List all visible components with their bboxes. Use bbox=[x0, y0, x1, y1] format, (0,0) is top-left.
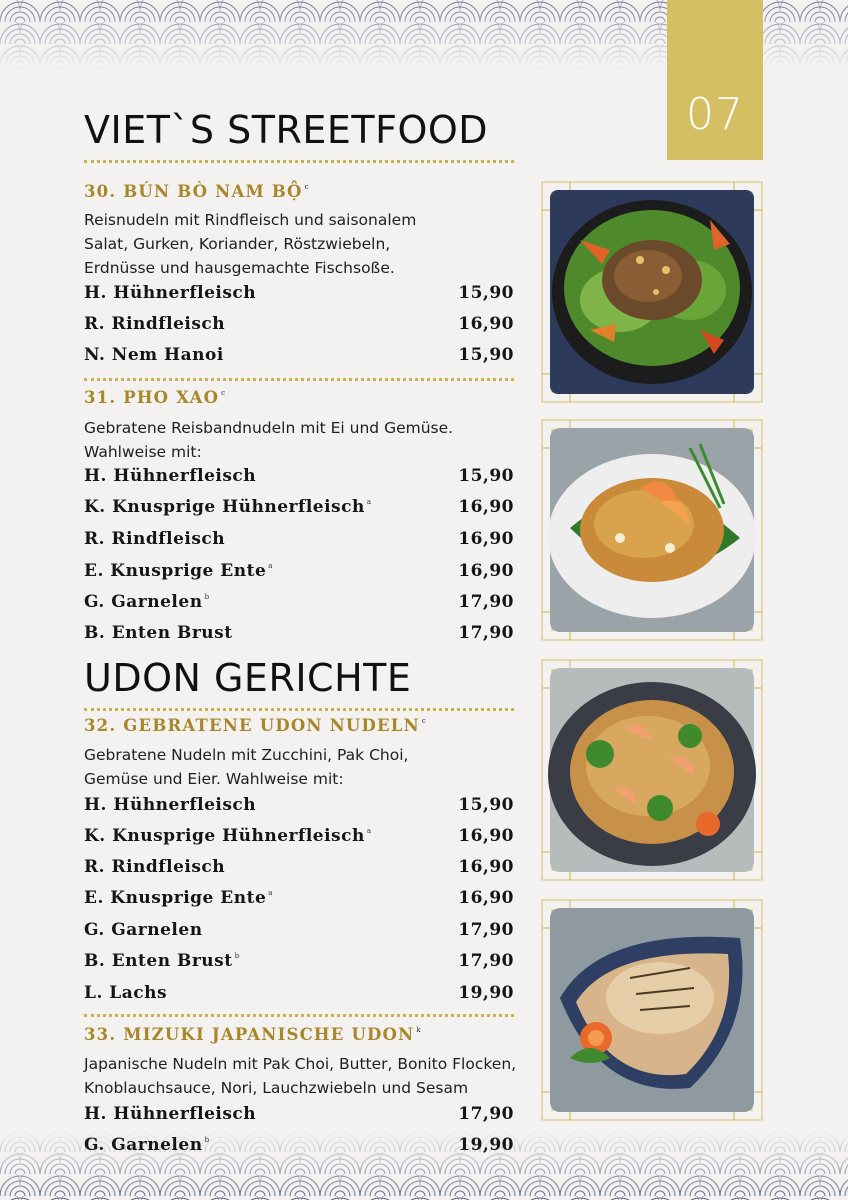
menu-option: H. Hühnerfleisch 15,90 bbox=[84, 795, 514, 815]
stir-fried-rice-noodles-photo bbox=[540, 418, 764, 642]
fried-udon-shrimp-photo bbox=[540, 658, 764, 882]
dish-divider bbox=[84, 1014, 514, 1017]
menu-option: E. Knusprige Ente $^a$ 16,90 bbox=[84, 888, 514, 908]
dish-title-32: 32. GEBRATENE UDON NUDELN $^c$ bbox=[84, 716, 426, 735]
menu-option: B. Enten Brust $^b$ 17,90 bbox=[84, 951, 514, 971]
menu-option: L. Lachs 19,90 bbox=[84, 983, 514, 1003]
menu-option: B. Enten Brust 17,90 bbox=[84, 623, 514, 643]
dish-divider bbox=[84, 378, 514, 381]
beef-noodle-salad-photo bbox=[540, 180, 764, 404]
menu-option: E. Knusprige Ente $^a$ 16,90 bbox=[84, 561, 514, 581]
menu-option: N. Nem Hanoi 15,90 bbox=[84, 345, 514, 365]
menu-option: R. Rindfleisch 16,90 bbox=[84, 529, 514, 549]
dish-description-33: Japanische Nudeln mit Pak Choi, Butter, Bonito Flocken, Knoblauchsauce, Nori, Lauchzwiebeln und Sesam bbox=[84, 1055, 517, 1097]
menu-option: R. Rindfleisch 16,90 bbox=[84, 314, 514, 334]
section-title-udon-gerichte: UDON GERICHTE bbox=[84, 656, 412, 700]
menu-option: H. Hühnerfleisch 15,90 bbox=[84, 283, 514, 303]
dish-description-31: Gebratene Reisbandnudeln mit Ei und Gemüse. Wahlweise mit: bbox=[84, 419, 454, 461]
menu-option: H. Hühnerfleisch 17,90 bbox=[84, 1104, 514, 1124]
menu-option: G. Garnelen $^b$ 19,90 bbox=[84, 1135, 514, 1155]
menu-option: G. Garnelen $^b$ 17,90 bbox=[84, 592, 514, 612]
menu-option: R. Rindfleisch 16,90 bbox=[84, 857, 514, 877]
menu-option: K. Knusprige Hühnerfleisch $^a$ 16,90 bbox=[84, 497, 514, 517]
dish-title-33: 33. MIZUKI JAPANISCHE UDON $^k$ bbox=[84, 1025, 421, 1044]
dish-title-30: 30. BÚN BÒ NAM BỘ $^c$ bbox=[84, 182, 309, 201]
dish-description-30: Reisnudeln mit Rindfleisch und saisonalem Salat, Gurken, Koriander, Röstzwiebeln, Erdnüsse und hausgemachte Fischsoße. bbox=[84, 211, 417, 277]
dish-title-31: 31. PHO XAO $^c$ bbox=[84, 388, 226, 407]
menu-option: H. Hühnerfleisch 15,90 bbox=[84, 466, 514, 486]
section-title-viets-streetfood: VIET`S STREETFOOD bbox=[84, 108, 489, 152]
page-number: 07 bbox=[686, 89, 744, 140]
japanese-udon-photo bbox=[540, 898, 764, 1122]
section-divider bbox=[84, 708, 514, 711]
menu-option: G. Garnelen 17,90 bbox=[84, 920, 514, 940]
page-number-tab bbox=[667, 0, 763, 160]
section-divider bbox=[84, 160, 514, 163]
menu-option: K. Knusprige Hühnerfleisch $^a$ 16,90 bbox=[84, 826, 514, 846]
dish-description-32: Gebratene Nudeln mit Zucchini, Pak Choi, Gemüse und Eier. Wahlweise mit: bbox=[84, 746, 409, 788]
